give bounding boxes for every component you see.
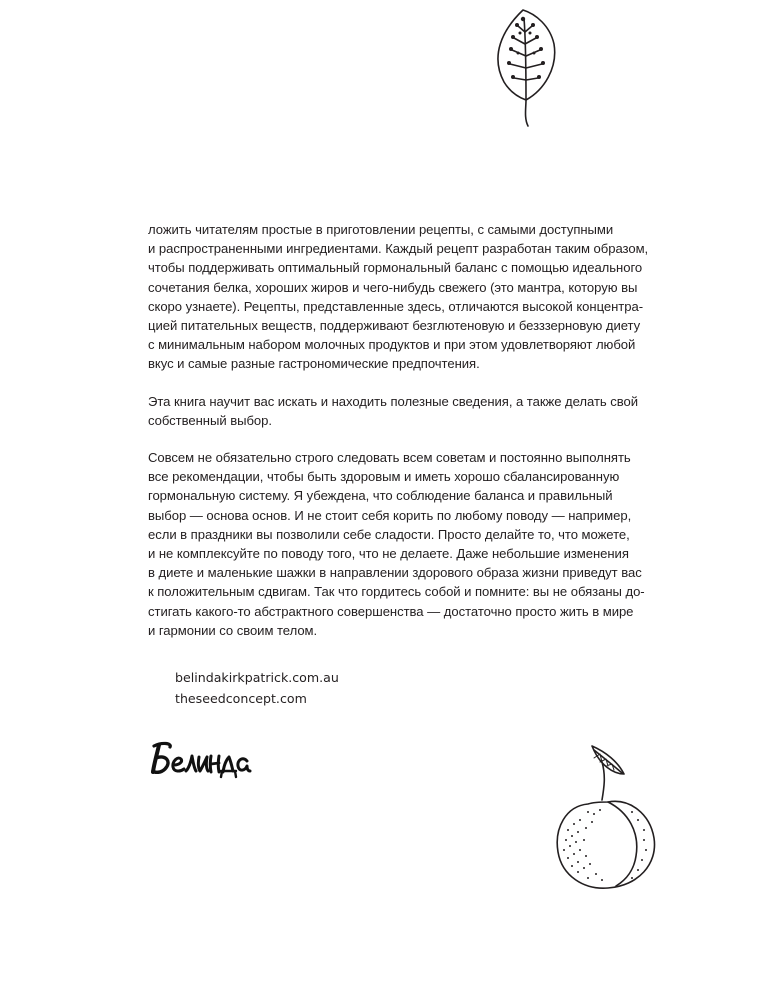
text-line: Совсем не обязательно строго следовать всем советам и постоянно выполнять (148, 450, 631, 466)
peach-icon (548, 744, 666, 898)
text-line: чтобы поддерживать оптимальный гормональный баланс с помощью идеального (148, 260, 643, 276)
paragraph (148, 392, 708, 430)
text-line: цией питательных веществ, поддерживают безглютеновую и безззерновую диету (148, 318, 641, 334)
body-text (148, 220, 708, 658)
text-line: с минимальным набором молочных продуктов и при этом удовлетворяют любой (148, 337, 636, 353)
signature (148, 738, 252, 782)
text-line: Эта книга научит вас искать и находить полезные сведения, а также делать свой (148, 393, 639, 409)
text-line: ложить читателям простые в приготовлении рецепты, с самыми доступными (148, 222, 614, 237)
paragraph (148, 220, 708, 374)
text-line: сочетания белка, хороших жиров и чего-нибудь свежего (это мантра, которую вы (148, 279, 638, 295)
website-link-seed-concept[interactable]: theseedconcept.com (175, 691, 307, 706)
text-line: и распространенными ингредиентами. Каждый рецепт разработан таким образом, (148, 241, 649, 257)
leaf-sprig-icon (486, 4, 564, 128)
text-line: скоро узнаете). Рецепты, представленные здесь, отличаются высокой концентра- (148, 298, 644, 314)
website-links (175, 667, 339, 709)
text-line: все рекомендации, чтобы быть здоровым и иметь хорошо сбалансированную (148, 469, 620, 485)
text-line: выбор — основа основ. И не стоит себя корить по любому поводу — например, (148, 507, 632, 523)
text-line: стигать какого-то абстрактного совершенства — достаточно просто жить в мире (148, 603, 634, 619)
text-line: собственный выбор. (148, 412, 272, 428)
text-line: и не комплексуйте по поводу того, что не делаете. Даже небольшие изменения (148, 546, 629, 562)
text-line: в диете и маленькие шажки в направлении здорового образа жизни приведут вас (148, 565, 642, 581)
text-line: гормональную систему. Я убеждена, что соблюдение баланса и правильный (148, 488, 613, 504)
text-line: и гармонии со своим телом. (148, 622, 318, 638)
text-line: к положительным сдвигам. Так что гордитесь собой и помните: вы не обязаны до- (148, 584, 645, 600)
website-link-belinda[interactable]: belindakirkpatrick.com.au (175, 670, 339, 685)
text-line: вкус и самые разные гастрономические предпочтения. (148, 356, 480, 372)
text-line: если в праздники вы позволили себе сладости. Просто делайте то, что можете, (148, 526, 630, 542)
paragraph (148, 448, 708, 640)
